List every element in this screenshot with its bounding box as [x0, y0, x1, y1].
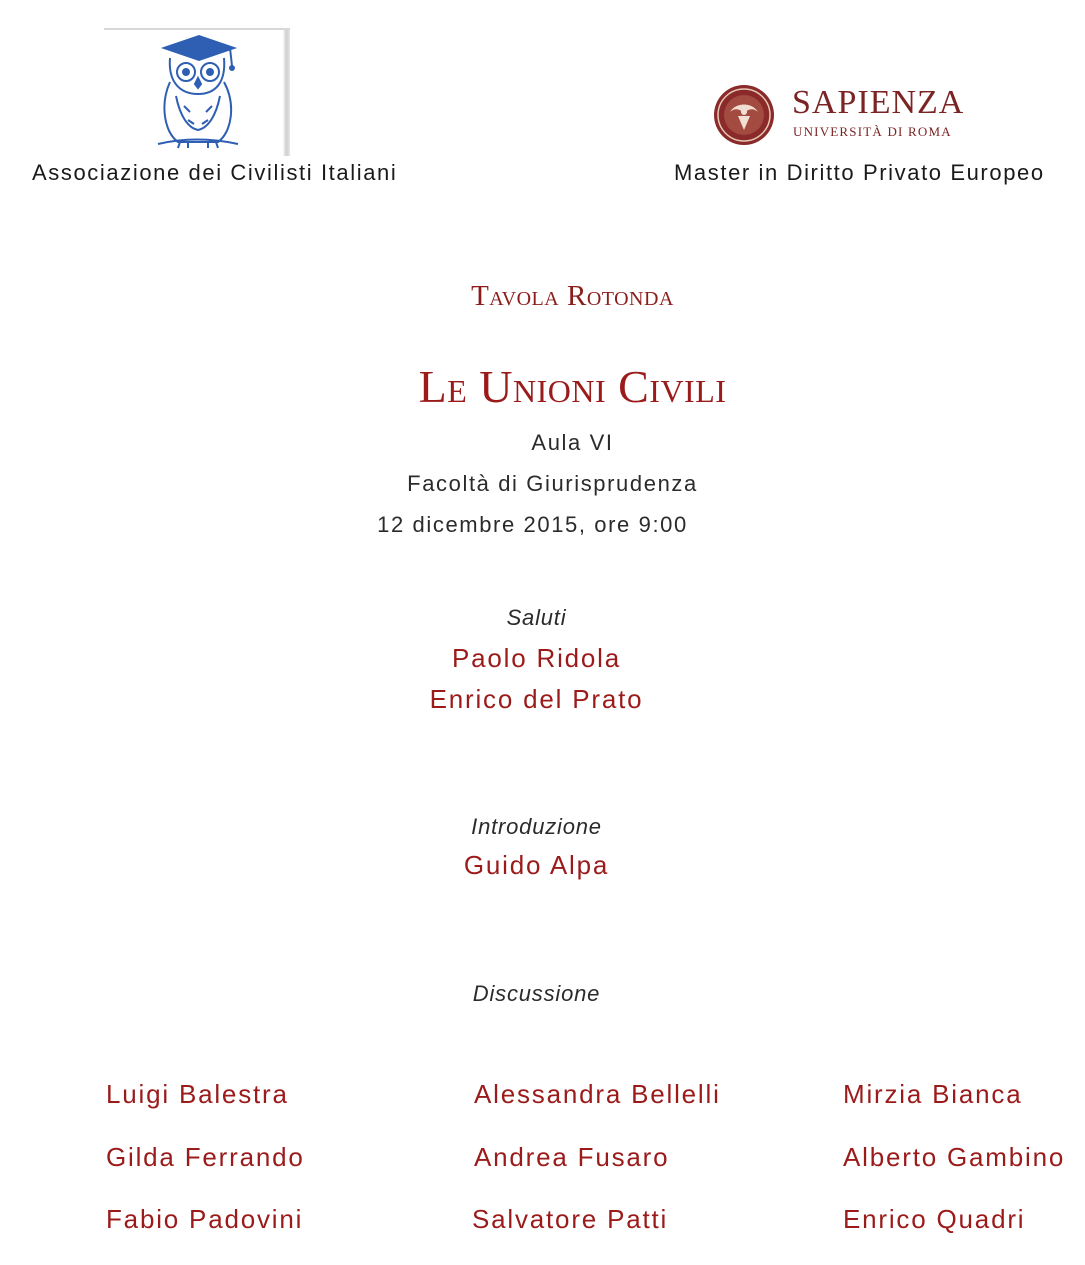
sapienza-subtitle: UNIVERSITÀ DI ROMA [793, 124, 952, 139]
owl-logo [104, 28, 290, 156]
participant-name: Gilda Ferrando [106, 1142, 305, 1172]
saluti-label: Saluti [506, 605, 567, 630]
sapienza-seal-icon [712, 78, 776, 152]
sapienza-wordmark: SAPIENZA [792, 84, 965, 121]
participant-name: Andrea Fusaro [474, 1142, 670, 1172]
association-caption: Associazione dei Civilisti Italiani [32, 160, 398, 185]
participant-name: Salvatore Patti [472, 1204, 669, 1234]
master-caption: Master in Diritto Privato Europeo [674, 160, 1045, 185]
event-date: 12 dicembre 2015, ore 9:00 [377, 512, 688, 537]
participant-name: Fabio Padovini [106, 1204, 304, 1234]
owl-with-graduation-cap-icon [154, 32, 240, 152]
discussione-label: Discussione [472, 981, 601, 1006]
introduzione-label: Introduzione [471, 814, 602, 839]
event-title: Le Unioni Civili [418, 361, 727, 412]
participant-name: Mirzia Bianca [843, 1079, 1023, 1109]
introduzione-speaker: Guido Alpa [463, 850, 610, 880]
participant-name: Alessandra Bellelli [474, 1079, 721, 1109]
saluti-speaker: Enrico del Prato [429, 684, 644, 714]
event-type: Tavola Rotonda [471, 280, 674, 312]
event-room: Aula VI [531, 430, 614, 455]
participant-name: Enrico Quadri [843, 1204, 1026, 1234]
event-faculty: Facoltà di Giurisprudenza [407, 471, 698, 496]
participant-name: Alberto Gambino [843, 1142, 1066, 1172]
participant-name: Luigi Balestra [106, 1079, 289, 1109]
saluti-speaker: Paolo Ridola [451, 643, 622, 673]
